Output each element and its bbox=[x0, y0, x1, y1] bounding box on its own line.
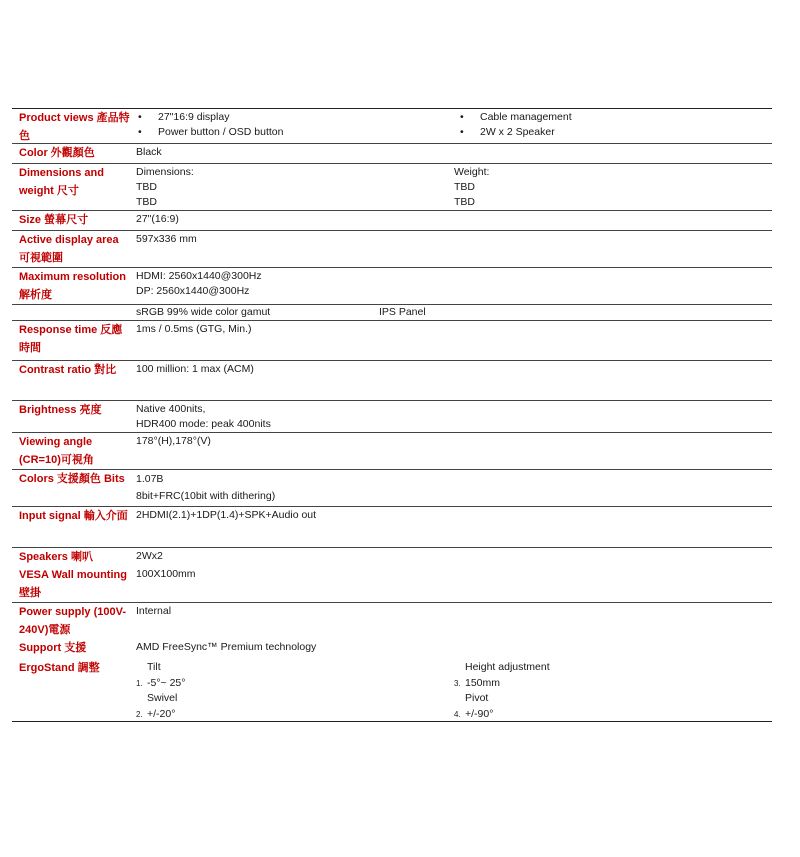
list-number: 1. bbox=[136, 678, 143, 688]
spec-row-product-views bbox=[12, 109, 772, 143]
spec-label: Colors 支援顏色 Bits bbox=[19, 473, 125, 485]
spec-row-vesa-wall-mounting bbox=[12, 566, 772, 602]
spec-label bbox=[12, 305, 132, 320]
spec-value-col2 bbox=[454, 165, 489, 210]
spec-row-contrast-ratio bbox=[12, 360, 772, 400]
spec-row-max-resolution bbox=[12, 267, 772, 304]
ergostand-value: +/-90° bbox=[465, 707, 494, 720]
spec-value bbox=[132, 231, 772, 267]
spec-value bbox=[132, 639, 772, 659]
spec-row-speakers bbox=[12, 547, 772, 566]
spec-row-support bbox=[12, 639, 772, 659]
spec-value-line: AMD FreeSync™ Premium technology bbox=[136, 641, 317, 653]
spec-value bbox=[132, 144, 772, 163]
spec-value-line: 27"(16:9) bbox=[136, 213, 179, 225]
spec-label: Dimensions and weight 尺寸 bbox=[19, 167, 104, 197]
spec-label: Input signal 輸入介面 bbox=[19, 510, 128, 522]
spec-label: Speakers 喇叭 bbox=[19, 551, 93, 563]
spec-value-line: Native 400nits, bbox=[136, 403, 206, 415]
spec-value-line: • 2W x 2 Speaker bbox=[458, 125, 572, 140]
spec-value bbox=[132, 470, 772, 506]
spec-value bbox=[132, 211, 772, 230]
spec-value bbox=[132, 603, 772, 639]
spec-value-line: DP: 2560x1440@300Hz bbox=[136, 285, 250, 297]
spec-value bbox=[132, 321, 772, 360]
spec-label: Viewing angle (CR=10)可視角 bbox=[19, 436, 94, 466]
spec-row-active-display-area bbox=[12, 230, 772, 267]
spec-value-line: TBD bbox=[136, 196, 157, 208]
ergostand-value: -5°~ 25° bbox=[147, 676, 186, 689]
spec-value-line: 8bit+FRC(10bit with dithering) bbox=[136, 490, 276, 502]
ergostand-item: Tilt bbox=[147, 661, 161, 673]
spec-value-line: HDMI: 2560x1440@300Hz bbox=[136, 270, 262, 282]
spec-row-colors-bits bbox=[12, 469, 772, 506]
spec-value bbox=[132, 109, 772, 143]
spec-row-color bbox=[12, 143, 772, 163]
spec-value bbox=[132, 361, 772, 400]
spec-value-line: 100X100mm bbox=[136, 568, 196, 580]
spec-value-line: 1ms / 0.5ms (GTG, Min.) bbox=[136, 323, 252, 335]
spec-label: Contrast ratio 對比 bbox=[19, 364, 117, 376]
spec-value bbox=[132, 566, 772, 602]
spec-table bbox=[12, 108, 772, 722]
spec-value-line: • 27"16:9 display bbox=[136, 110, 772, 125]
spec-row-ergostand bbox=[12, 659, 772, 721]
spec-value-line: • Power button / OSD button bbox=[136, 125, 772, 140]
spec-value-line: 178°(H),178°(V) bbox=[136, 435, 211, 447]
spec-value bbox=[132, 401, 772, 432]
spec-value bbox=[132, 164, 772, 210]
spec-value-panel-type: IPS Panel bbox=[379, 306, 426, 318]
ergostand-item: Height adjustment bbox=[465, 661, 550, 673]
spec-value-line: 100 million: 1 max (ACM) bbox=[136, 363, 254, 375]
spec-label: VESA Wall mounting 壁掛 bbox=[19, 569, 127, 599]
spec-value-line: TBD bbox=[454, 196, 475, 208]
ergostand-value: +/-20° bbox=[147, 707, 176, 720]
spec-label: Power supply (100V-240V)電源 bbox=[19, 606, 126, 636]
spec-value-line bbox=[454, 691, 550, 707]
spec-value-line: Internal bbox=[136, 605, 172, 617]
spec-value-line: Dimensions: bbox=[136, 166, 194, 178]
spec-label: Product views 產品特色 bbox=[19, 112, 130, 142]
ergostand-item: Swivel bbox=[147, 692, 178, 704]
spec-value-line: Black bbox=[136, 146, 162, 158]
spec-label: Color 外觀顏色 bbox=[19, 147, 95, 159]
spec-label: ErgoStand 調整 bbox=[19, 662, 100, 674]
spec-value-col2 bbox=[458, 110, 572, 140]
spec-value-line bbox=[454, 707, 550, 723]
spec-value-line: 597x336 mm bbox=[136, 233, 197, 245]
spec-value bbox=[132, 548, 772, 566]
spec-value-line bbox=[454, 676, 550, 692]
spec-row-dimensions-weight bbox=[12, 163, 772, 210]
ergostand-value: 150mm bbox=[465, 676, 501, 689]
spec-value bbox=[132, 659, 772, 721]
list-number: 2. bbox=[136, 709, 143, 719]
spec-value-line: HDR400 mode: peak 400nits bbox=[136, 418, 271, 430]
spec-label: Maximum resolution 解析度 bbox=[19, 271, 126, 301]
spec-label: Active display area 可視範圍 bbox=[19, 234, 119, 264]
spec-row-brightness bbox=[12, 400, 772, 432]
spec-value-line: • Cable management bbox=[458, 110, 572, 125]
spec-value bbox=[132, 507, 772, 547]
spec-value-col2 bbox=[454, 660, 550, 722]
spec-value bbox=[132, 305, 772, 320]
spec-value-line: TBD bbox=[454, 181, 475, 193]
spec-value-line bbox=[454, 660, 550, 676]
list-number: 4. bbox=[454, 709, 461, 719]
spec-row-response-time bbox=[12, 320, 772, 360]
spec-value-line: Weight: bbox=[454, 166, 490, 178]
spec-label: Size 螢幕尺寸 bbox=[19, 214, 89, 226]
spec-row-viewing-angle bbox=[12, 432, 772, 469]
spec-value bbox=[132, 433, 772, 469]
spec-row-power-supply bbox=[12, 602, 772, 639]
spec-row-size bbox=[12, 210, 772, 230]
spec-row-input-signal bbox=[12, 506, 772, 547]
spec-label: Brightness 亮度 bbox=[19, 404, 102, 416]
list-number: 3. bbox=[454, 678, 461, 688]
spec-value-line: 2Wx2 bbox=[136, 550, 163, 562]
spec-value-line: 2HDMI(2.1)+1DP(1.4)+SPK+Audio out bbox=[136, 509, 317, 521]
spec-value-line: TBD bbox=[136, 181, 157, 193]
spec-row-color-gamut bbox=[12, 304, 772, 320]
spec-value-line: sRGB 99% wide color gamut bbox=[136, 306, 271, 318]
ergostand-item: Pivot bbox=[465, 692, 489, 704]
spec-value bbox=[132, 268, 772, 304]
spec-label: Response time 反應時間 bbox=[19, 324, 123, 354]
spec-value-line: 1.07B bbox=[136, 473, 164, 485]
spec-label: Support 支援 bbox=[19, 642, 87, 654]
